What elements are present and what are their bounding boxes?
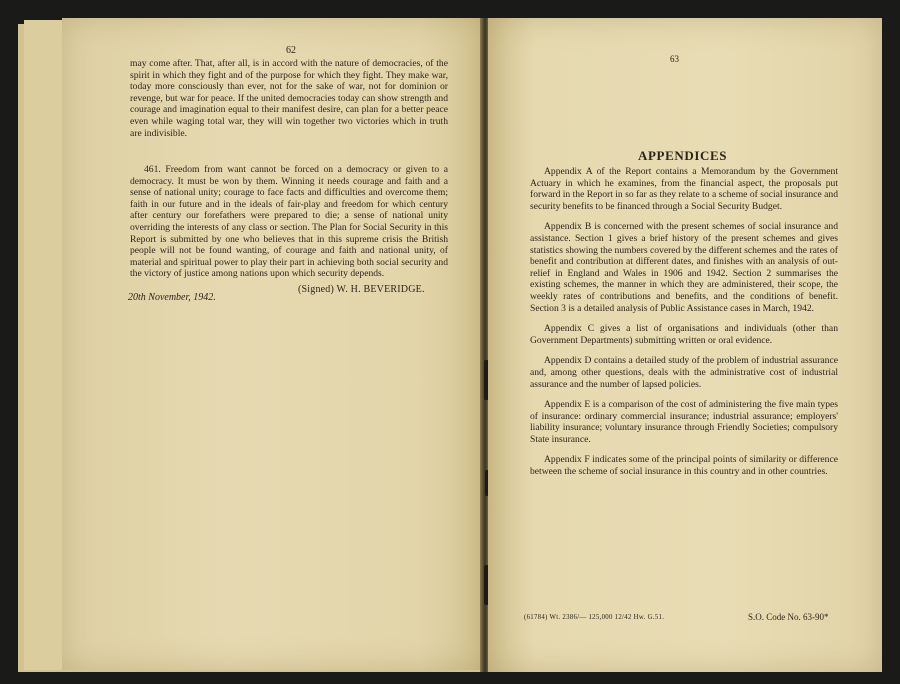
report-date	[128, 292, 216, 303]
so-code: S.O. Code No. 63-90*	[748, 612, 829, 622]
right-page	[488, 18, 882, 672]
left-paragraph-1	[130, 58, 448, 139]
appendix-d-paragraph: Appendix D contains a detailed study of the problem of industrial assurance and, among other questions, deals with the administrative cost of industrial assurance and the number of lapsed policies.	[530, 355, 838, 390]
print-code: (61784) Wt. 2386/— 125,000 12/42 Hw. G.51.	[524, 614, 665, 621]
report-date-text: 20th November, 1942.	[128, 292, 216, 303]
appendix-a-paragraph: Appendix A of the Report contains a Memorandum by the Government Actuary in which he examines, from the financial aspect, the proposals put forward in the Report in so far as they relate to a scheme of social insurance and security benefits to be financed through a Social Security Budget.	[530, 166, 838, 212]
left-page	[62, 18, 482, 670]
left-page-number: 62	[286, 45, 296, 56]
appendix-b-paragraph: Appendix B is concerned with the present schemes of social insurance and assistance. Section 1 gives a brief history of the present schemes and gives statistics showing the numbers covered by the different schemes and the rates of benefit and contribution at different dates, and finishes with an analysis of out-relief in England and Wales in 1906 and 1942. Section 2 summarises the existing schemes, the manner in which they are administered, their scope, the weekly rates of contributions and benefits, and the conditions of benefit. Section 3 is a detailed analysis of Public Assistance cases in March, 1942.	[530, 221, 838, 314]
appendix-c-paragraph: Appendix C gives a list of organisations and individuals (other than Government Departments) submitting written or oral evidence.	[530, 323, 838, 346]
signature: (Signed) W. H. BEVERIDGE.	[298, 284, 425, 295]
left-paragraph-461	[130, 164, 448, 280]
right-page-number: 63	[670, 54, 679, 64]
appendices-heading: APPENDICES	[638, 148, 728, 163]
appendix-e-paragraph: Appendix E is a comparison of the cost of administering the five main types of insurance: ordinary commercial insurance; industrial assurance; employers' liability insurance; voluntary insurance through Friendly Societies; compulsory State insurance.	[530, 399, 838, 445]
left-paragraph-1-text: may come after. That, after all, is in accord with the nature of democracies, of the spirit in which they fight and of the purpose for which they fight. They make war, today more consciously than ever, not for the sake of war, not for dominion or revenge, but war for peace. If the united democracies today can show strength and courage and imagination equal to their manifest desire, can plan for a better peace even while waging total war, they will win together two victories which in truth are indivisible.	[130, 58, 448, 139]
left-paragraph-461-text: 461. Freedom from want cannot be forced on a democracy or given to a democracy. It must be won by them. Winning it needs courage and faith and a sense of national unity; courage to face facts and difficulties and overcome them; faith in our future and in the ideals of fair-play and freedom for which century after century our forefathers were prepared to die; a sense of national unity overriding the interests of any class or section. The Plan for Social Security in this Report is submitted by one who believes that in this supreme crisis the British people will not be found wanting, of courage and faith and national unity, of material and spiritual power to play their part in achieving both social security and the victory of justice among nations upon which security depends.	[130, 164, 448, 280]
appendices-body	[530, 166, 838, 487]
appendix-f-paragraph: Appendix F indicates some of the principal points of similarity or difference between the scheme of social insurance in this country and in other countries.	[530, 454, 838, 478]
